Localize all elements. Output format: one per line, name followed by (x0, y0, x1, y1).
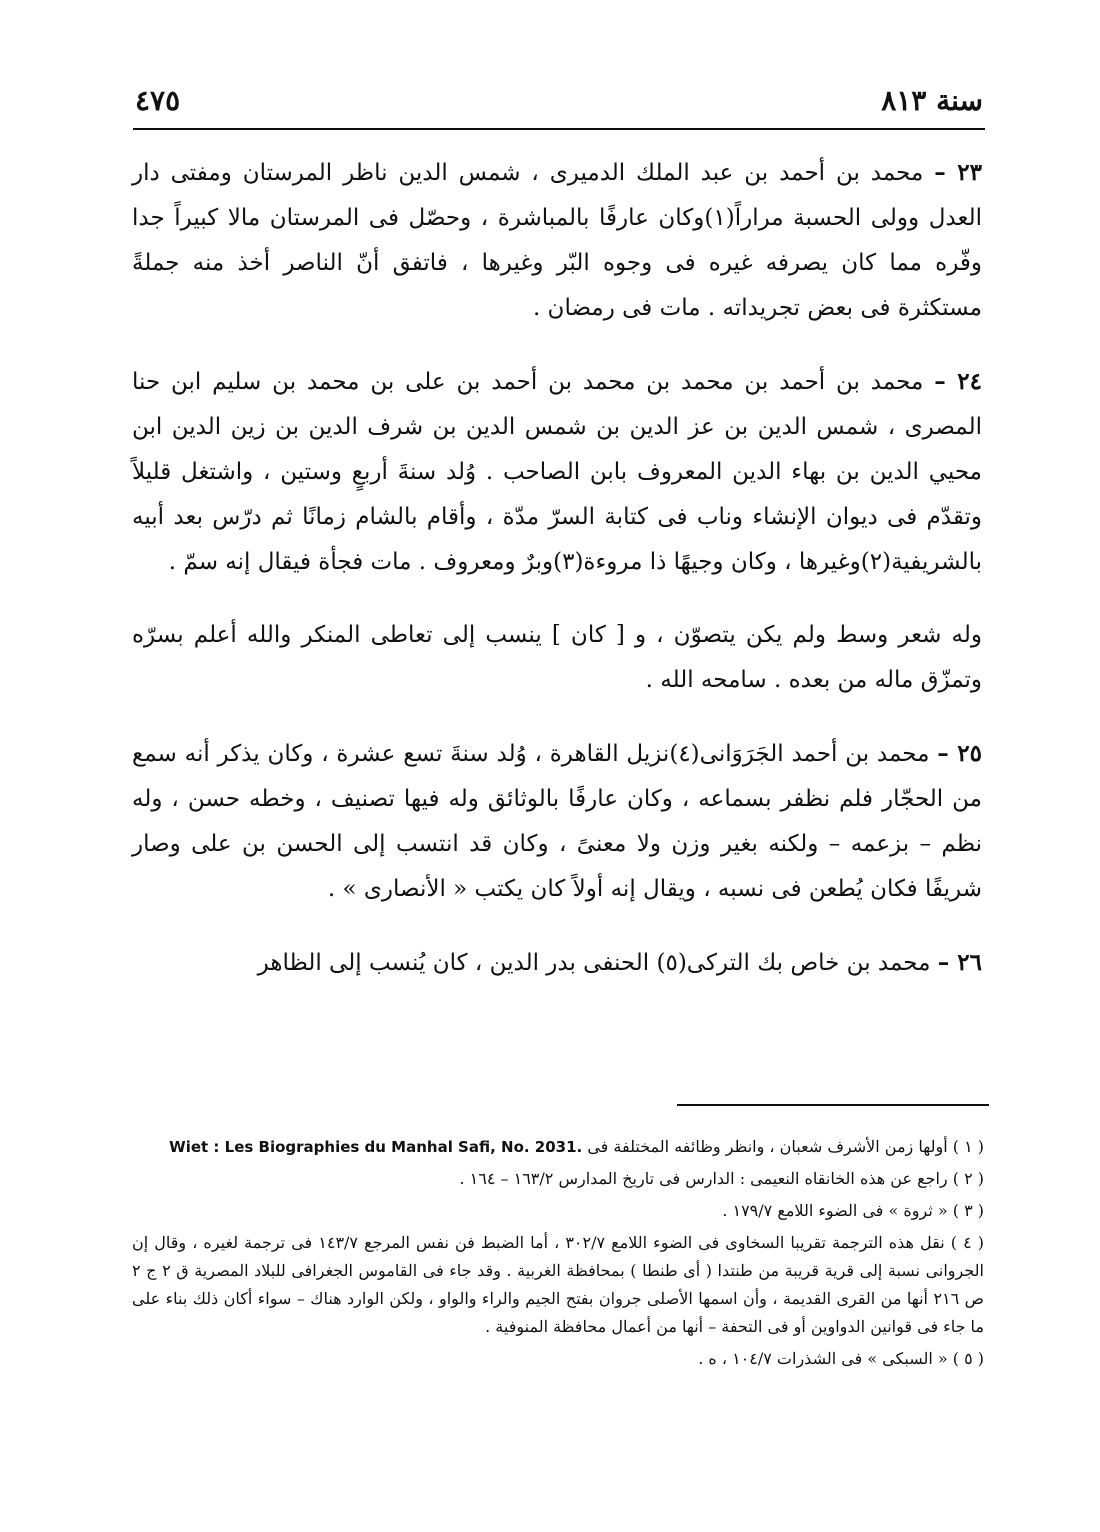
footnote-2 (132, 1165, 984, 1193)
running-header (135, 84, 983, 124)
footnote-text: « ثروة » فى الضوء اللامع ١٧٩/٧ . (722, 1201, 948, 1220)
header-rule (133, 128, 985, 130)
entry-text: محمد بن خاص بك التركى(٥) الحنفى بدر الدين ، كان يُنسب إلى الظاهر (257, 950, 931, 976)
footnote-marker: ( ٤ ) (950, 1233, 984, 1252)
footnote-3 (132, 1197, 984, 1225)
footnote-marker: ( ١ ) (952, 1137, 984, 1156)
main-text (132, 150, 982, 1014)
entry-number: ٢٣ – (934, 159, 982, 186)
footnote-text: نقل هذه الترجمة تقريبا السخاوى فى الضوء اللامع ٣٠٢/٧ ، أما الضبط فن نفس المرجع ١٤٣/٧ فى ترجمة لغيره ، وقال إن الجروانى نسبة إلى قرية قريبة من طنتدا ( أى طنطا ) بمحافظة الغربية . وقد جاء فى القاموس الجغرافى للبلاد المصرية ق ٢ ج ٢ ص ٢١٦ أنها من القرى القديمة ، وأن اسمها الأصلى جروان بفتح الجيم والراء والواو ، ولكن الوارد هناك – سواء أكان ذلك بناء على ما جاء فى قوانين الدواوين أو فى التحفة – أنها من أعمال محافظة المنوفية . (132, 1233, 985, 1336)
footnote-5 (132, 1345, 984, 1373)
footnote-marker: ( ٥ ) (952, 1349, 984, 1368)
header-year: سنة ٨١٣ (881, 84, 983, 117)
footnote-marker: ( ٢ ) (952, 1169, 984, 1188)
entry-26 (132, 940, 982, 986)
entry-text: محمد بن أحمد بن عبد الملك الدميرى ، شمس الدين ناظر المرستان ومفتى دار العدل وولى الحسبة مراراً(١)وكان عارفًا بالمباشرة ، وحصّل فى المرستان مالا كبيراً جدا وفّره مما كان يصرفه غيره فى وجوه البّر وغيرها ، فاتفق أنّ الناصر أخذ منه جملةً مستكثرة فى بعض تجريداته . مات فى رمضان . (132, 160, 982, 321)
page-number: ٤٧٥ (135, 84, 181, 117)
entry-text: وله شعر وسط ولم يكن يتصوّن ، و [ كان ] ينسب إلى تعاطى المنكر والله أعلم بسرّه وتمزّق ماله من بعده . سامحه الله . (132, 622, 982, 693)
footnote-latin-reference: Wiet : Les Biographies du Manhal Safi, No. 2031. (169, 1138, 583, 1156)
footnotes (132, 1133, 984, 1377)
entry-23 (132, 150, 982, 331)
footnote-rule (677, 1104, 989, 1106)
footnote-text: « السبكى » فى الشذرات ١٠٤/٧ ، ه . (698, 1349, 948, 1368)
footnote-text: راجع عن هذه الخانقاه النعيمى : الدارس فى تاريخ المدارس ١٦٣/٢ – ١٦٤ . (459, 1169, 948, 1188)
entry-number: ٢٦ – (937, 949, 982, 976)
footnote-marker: ( ٣ ) (952, 1201, 984, 1220)
footnote-4 (132, 1229, 984, 1341)
entry-24-continuation (132, 613, 982, 703)
footnote-text: أولها زمن الأشرف شعبان ، وانظر وظائفه المختلفة فى (587, 1137, 948, 1156)
entry-25 (132, 731, 982, 912)
entry-number: ٢٤ – (934, 368, 982, 395)
entry-text: محمد بن أحمد بن محمد بن محمد بن أحمد بن على بن محمد بن سليم ابن حنا المصرى ، شمس الدين بن عز الدين بن شمس الدين بن شرف الدين بن زين الدين ابن محيي الدين بن بهاء الدين المعروف بابن الصاحب . وُلد سنةَ أربعٍ وستين ، واشتغل قليلاً وتقدّم فى ديوان الإنشاء وناب فى كتابة السرّ مدّة ، وأقام بالشام زمانًا ثم درّس بعد أبيه بالشريفية(٢)وغيرها ، وكان وجيهًا ذا مروءة(٣)وبرٌ ومعروف . مات فجأة فيقال إنه سمّ . (132, 369, 982, 575)
footnote-1 (132, 1133, 984, 1161)
entry-24 (132, 359, 982, 585)
entry-number: ٢٥ – (937, 740, 982, 767)
entry-text: محمد بن أحمد الجَرَوَانى(٤)نزيل القاهرة ، وُلد سنةَ تسع عشرة ، وكان يذكر أنه سمع من الحجّار فلم نظفر بسماعه ، وكان عارفًا بالوثائق وله فيها تصنيف ، وخطه حسن ، وله نظم – بزعمه – ولكنه بغير وزن ولا معنىً ، وكان قد انتسب إلى الحسن بن على وصار شريفًا فكان يُطعن فى نسبه ، ويقال إنه أولاً كان يكتب « الأنصارى » . (132, 741, 982, 902)
